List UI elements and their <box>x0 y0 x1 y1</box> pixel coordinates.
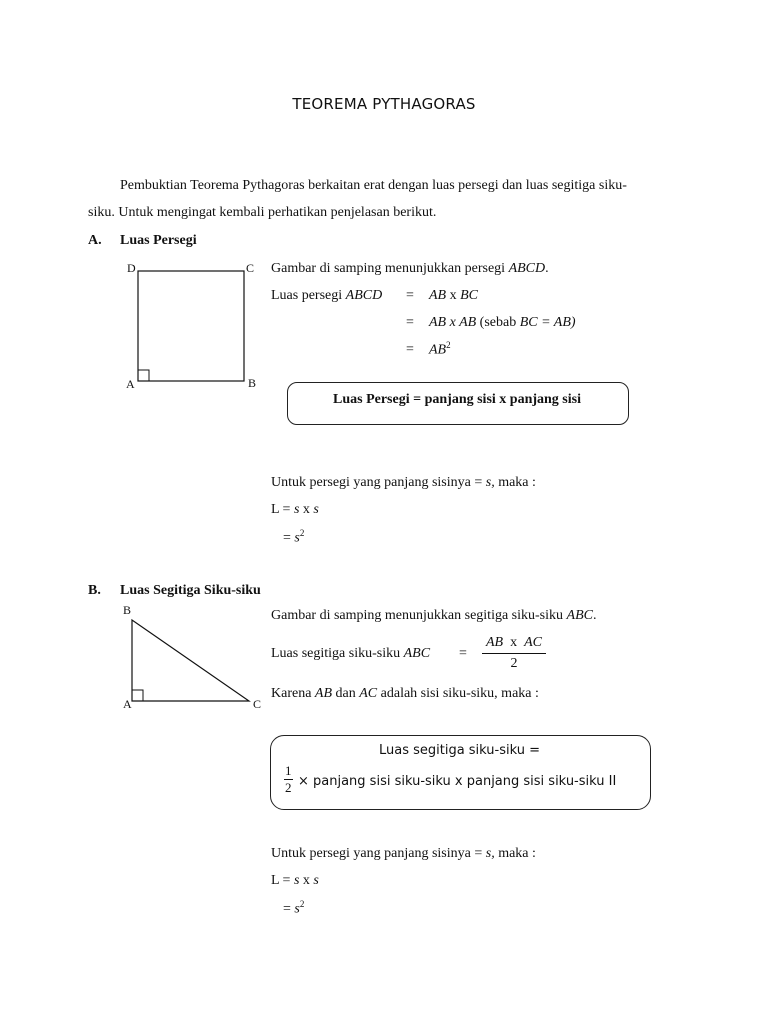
section-b-heading: Luas Segitiga Siku-siku <box>120 583 261 598</box>
triangle-eq: = <box>459 646 467 661</box>
square-description: Gambar di samping menunjukkan persegi ABCD. <box>271 261 549 276</box>
triangle-vertex-label-c: C <box>253 697 262 711</box>
section-b-marker: B. <box>88 583 101 598</box>
triangle-abc <box>132 620 249 701</box>
square-rhs-1: AB x BC <box>429 288 478 303</box>
page-title: TEOREMA PYTHAGORAS <box>292 95 476 113</box>
triangle-l-line-1: L = s x s <box>271 873 319 888</box>
square-l-line-1: L = s x s <box>271 502 319 517</box>
vertex-label-b: B <box>248 376 257 390</box>
square-abcd <box>138 271 244 381</box>
square-rhs-3: $AB^2$ <box>429 340 451 358</box>
vertex-label-c: C <box>246 261 255 275</box>
square-eq-1: = <box>406 288 414 303</box>
square-area-box-text: Luas Persegi = panjang sisi x panjang sisi <box>333 392 581 407</box>
square-rhs-2: AB x AB (sebab BC = AB) <box>429 315 576 330</box>
triangle-l-line-2: = $s^2$ <box>283 899 305 917</box>
square-note: Untuk persegi yang panjang sisinya = s, maka : <box>271 475 536 490</box>
triangle-right-angle-mark <box>132 690 143 701</box>
triangle-fraction: AB x AC 2 <box>482 635 546 672</box>
square-formula-label: Luas persegi ABCD <box>271 288 383 303</box>
vertex-label-a: A <box>126 377 135 391</box>
section-a-marker: A. <box>88 233 102 248</box>
triangle-description: Gambar di samping menunjukkan segitiga siku-siku ABC. <box>271 608 597 623</box>
square-eq-2: = <box>406 315 414 330</box>
triangle-note: Untuk persegi yang panjang sisinya = s, maka : <box>271 846 536 861</box>
triangle-vertex-label-b: B <box>123 603 132 617</box>
triangle-vertex-label-a: A <box>123 697 132 711</box>
triangle-area-box-line-1: Luas segitiga siku-siku = <box>378 743 541 758</box>
intro-line-2: siku. Untuk mengingat kembali perhatikan penjelasan berikut. <box>88 205 437 220</box>
square-eq-3: = <box>406 342 414 357</box>
section-a-heading: Luas Persegi <box>120 233 197 248</box>
intro-line-1: Pembuktian Teorema Pythagoras berkaitan erat dengan luas persegi dan luas segitiga siku- <box>120 178 627 193</box>
triangle-area-box-fraction: 1 2 <box>285 763 292 795</box>
triangle-area-box-line-2: × panjang sisi siku-siku x panjang sisi siku-siku II <box>298 774 617 789</box>
triangle-formula-label: Luas segitiga siku-siku ABC <box>271 646 431 661</box>
square-l-line-2: = $s^2$ <box>283 528 305 546</box>
triangle-karena-text: Karena AB dan AC adalah sisi siku-siku, maka : <box>271 686 539 701</box>
vertex-label-d: D <box>127 261 136 275</box>
square-right-angle-mark <box>138 370 149 381</box>
